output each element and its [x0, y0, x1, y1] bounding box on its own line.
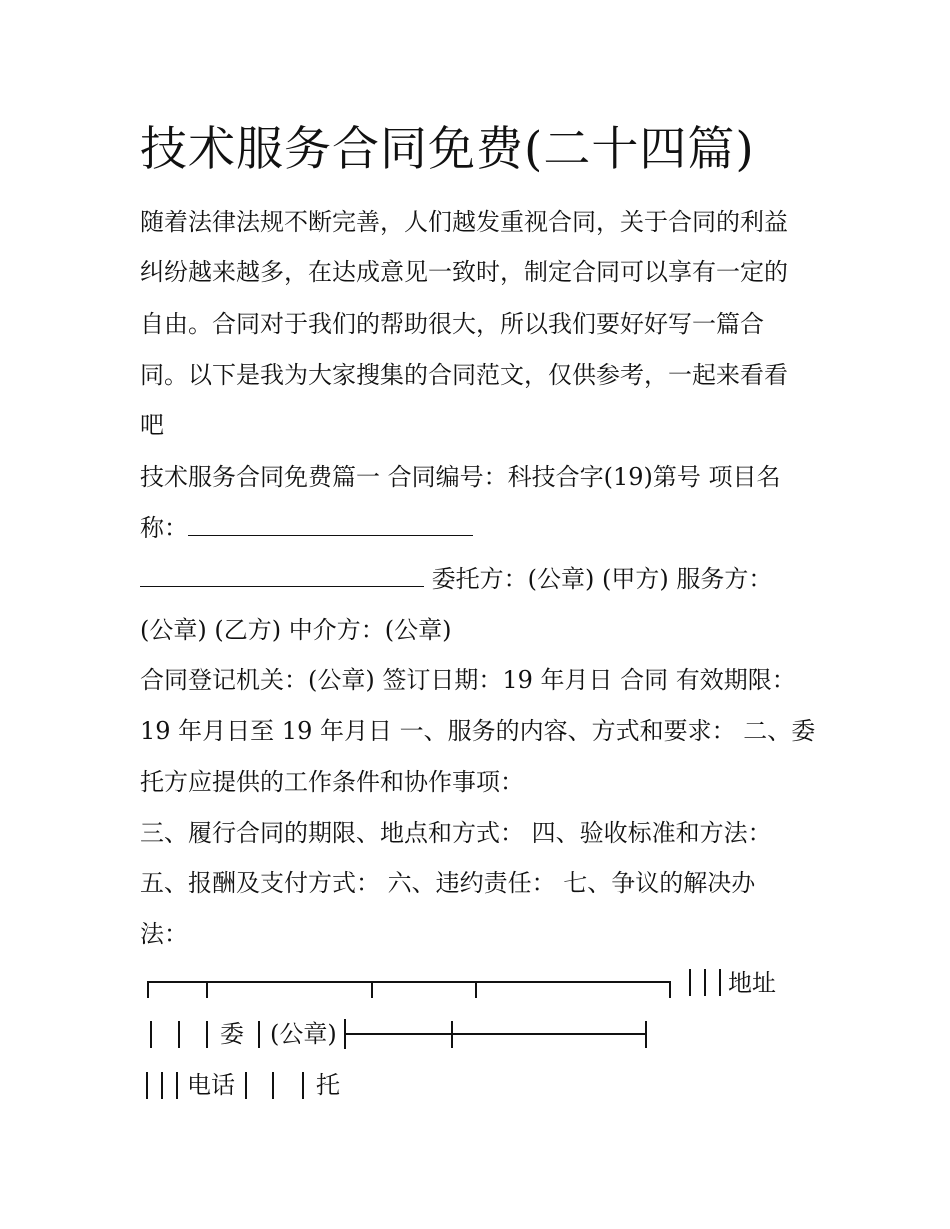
contract-header-line: 技术服务合同免费篇一 合同编号：科技合字(19)第号 项目名 — [140, 463, 781, 491]
validity-line: 19 年月日至 19 年月日 一、服务的内容、方式和要求： 二、委 — [140, 717, 816, 745]
table-bar — [258, 1021, 260, 1048]
clause-line-4: 法： — [140, 920, 188, 948]
registration-line: 合同登记机关：(公章) 签订日期：19 年月日 合同 有效期限： — [140, 666, 796, 694]
table-tick — [147, 981, 149, 998]
project-name-label: 称： — [140, 514, 188, 542]
table-bar — [206, 1021, 208, 1048]
table-bar — [178, 1021, 180, 1048]
seal-line: (公章) (乙方) 中介方：(公章) — [140, 616, 452, 644]
clause-line-2: 三、履行合同的期限、地点和方式： 四、验收标准和方法： — [140, 819, 772, 847]
table-bar — [146, 1072, 148, 1099]
address-label: 地址 — [728, 969, 776, 997]
document-title: 技术服务合同免费(二十四篇) — [140, 122, 755, 177]
intro-line-3: 自由。合同对于我们的帮助很大，所以我们要好好写一篇合 — [140, 310, 764, 338]
clause-line-1: 托方应提供的工作条件和协作事项： — [140, 768, 524, 796]
table-bar — [719, 969, 721, 996]
table-bar — [272, 1072, 274, 1099]
table-rule — [147, 981, 671, 983]
table-bar — [689, 969, 691, 996]
parties-text: 委托方：(公章) (甲方) 服务方： — [424, 565, 773, 593]
table-rule — [344, 1033, 647, 1035]
table-bar — [245, 1072, 247, 1099]
table-tick — [206, 981, 208, 998]
seal-label: (公章) — [270, 1020, 337, 1048]
table-tick — [669, 981, 671, 998]
table-tick — [475, 981, 477, 998]
table-bar — [302, 1072, 304, 1099]
table-bar — [150, 1021, 152, 1048]
table-tick — [371, 981, 373, 998]
table-tick — [451, 1021, 453, 1048]
entrust-label-1: 委 — [220, 1020, 244, 1048]
phone-label: 电话 — [187, 1071, 235, 1099]
table-bar — [161, 1072, 163, 1099]
intro-line-1: 随着法律法规不断完善，人们越发重视合同，关于合同的利益 — [140, 208, 788, 236]
table-bar — [704, 969, 706, 996]
entrust-label-2: 托 — [316, 1071, 340, 1099]
table-tick — [645, 1021, 647, 1048]
intro-line-2: 纠纷越来越多，在达成意见一致时，制定合同可以享有一定的 — [140, 258, 788, 286]
intro-line-5: 吧 — [140, 411, 164, 439]
clause-line-3: 五、报酬及支付方式： 六、违约责任： 七、争议的解决办 — [140, 869, 756, 897]
intro-line-4: 同。以下是我为大家搜集的合同范文，仅供参考，一起来看看 — [140, 361, 788, 389]
table-bar — [176, 1072, 178, 1099]
